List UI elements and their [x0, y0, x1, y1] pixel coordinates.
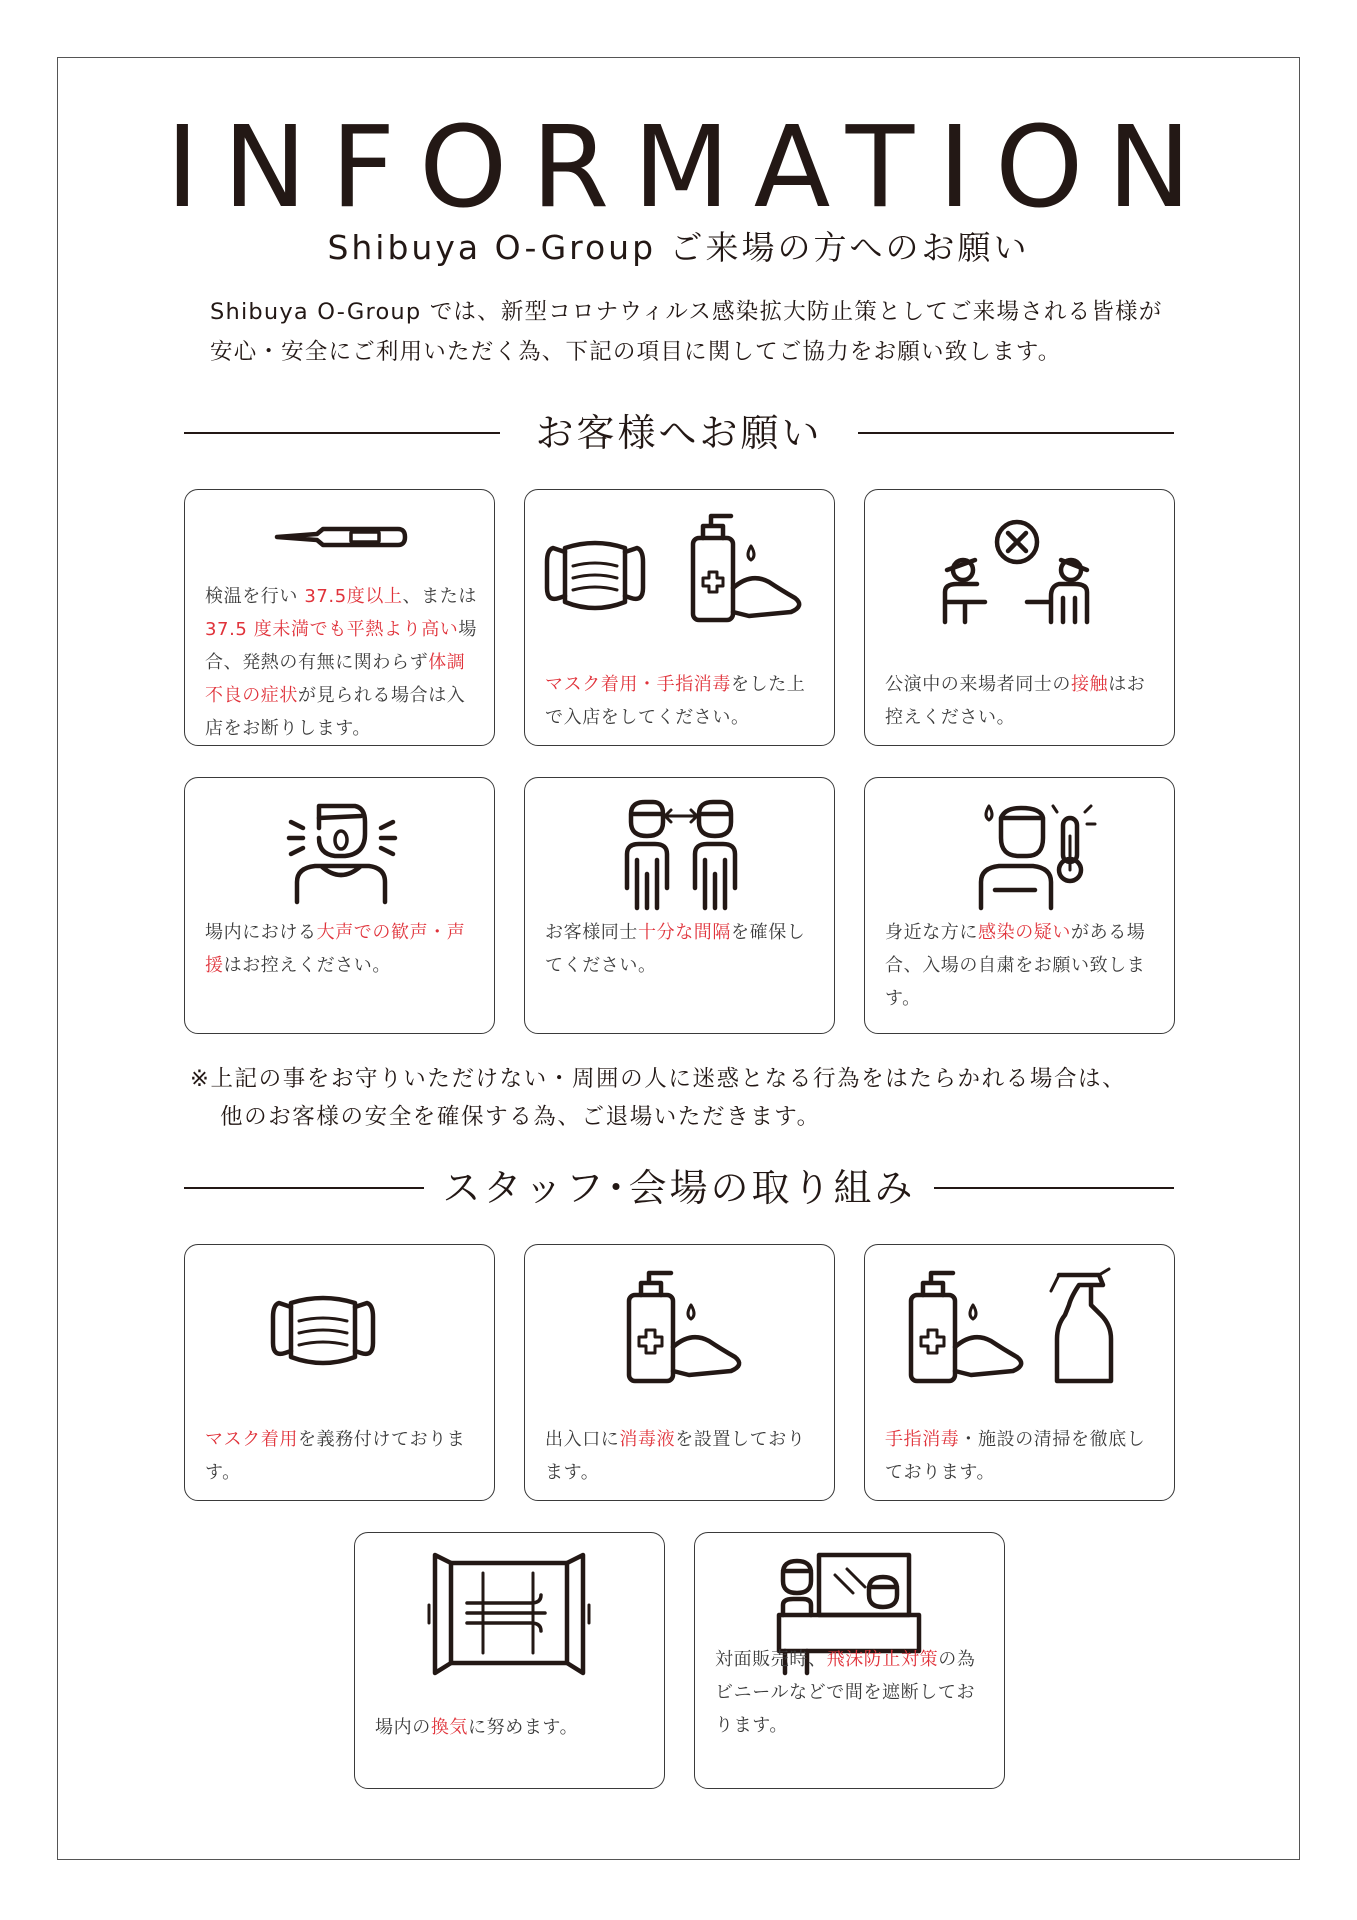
- body-text: がある場合、入場の自粛をお願い致します。: [885, 922, 1146, 1009]
- section-heading-staff: [184, 1163, 1174, 1213]
- page-title: INFORMATION: [165, 103, 1216, 233]
- notice-line-2: 他のお客様の安全を確保する為、ご退場いただきます。: [220, 1104, 821, 1130]
- highlight-text: 換気: [430, 1717, 469, 1738]
- heading-rule-right: [858, 432, 1174, 434]
- body-text: を確保してください。: [545, 922, 806, 976]
- card-text: [885, 1423, 1158, 1489]
- hand-sanitizer-icon: [525, 1245, 834, 1395]
- highlight-text: 体調不良の症状: [205, 652, 466, 706]
- highlight-text: 十分な間隔: [638, 922, 731, 943]
- section-heading-label: お客様へお願い: [535, 411, 823, 455]
- body-text: 出入口に: [545, 1429, 620, 1450]
- body-text: 、または: [402, 586, 478, 607]
- section-heading-label: スタッフ･会場の取り組み: [442, 1166, 916, 1210]
- mask-and-sanitizer-icon: [525, 490, 834, 640]
- card-text: [545, 916, 818, 982]
- card-mask-sanitize: [524, 489, 835, 746]
- intro-line-2: 安心・安全にご利用いただく為、下記の項目に関してご協力をお願い致します。: [210, 339, 1062, 365]
- card-text: [885, 916, 1158, 1015]
- highlight-text: マスク着用: [205, 1429, 298, 1450]
- highlight-text: 手指消毒: [885, 1429, 960, 1450]
- page-subtitle: Shibuya O-Group ご来場の方へのお願い: [327, 228, 1030, 267]
- body-text: 検温を行い: [205, 586, 305, 607]
- body-text: はお控えください。: [223, 955, 392, 976]
- card-temperature-check: [184, 489, 495, 746]
- highlight-text: 37.5度以上: [304, 586, 403, 607]
- notice-line-1: ※上記の事をお守りいただけない・周囲の人に迷惑となる行為をはたらかれる場合は、: [190, 1066, 1127, 1092]
- card-keep-distance: [524, 777, 835, 1034]
- card-text: [205, 916, 478, 982]
- card-no-contact: [864, 489, 1175, 746]
- no-contact-icon: [865, 490, 1174, 640]
- highlight-text: 感染の疑い: [978, 922, 1071, 943]
- card-text: [545, 1423, 818, 1489]
- card-text: [205, 1423, 478, 1489]
- body-text: を設置しております。: [545, 1429, 806, 1483]
- ventilation-window-icon: [355, 1533, 664, 1683]
- card-staff-mask: [184, 1244, 495, 1501]
- body-text: をした上で入店をしてください。: [545, 674, 806, 728]
- card-text: [375, 1711, 648, 1744]
- body-text: ・施設の清掃を徹底しております。: [885, 1429, 1146, 1483]
- card-staff-partition: [694, 1532, 1005, 1789]
- body-text: 場内の: [375, 1717, 431, 1738]
- body-text: 公演中の来場者同士の: [885, 674, 1071, 695]
- mask-icon: [185, 1245, 494, 1395]
- card-text: [545, 668, 818, 734]
- card-text: [205, 580, 478, 745]
- sanitizer-spray-icon: [865, 1245, 1174, 1395]
- shouting-person-icon: [185, 778, 494, 928]
- card-no-shouting: [184, 777, 495, 1034]
- highlight-text: 接触: [1071, 674, 1109, 695]
- social-distance-icon: [525, 778, 834, 928]
- body-text: はお控えください。: [885, 674, 1146, 728]
- body-text: を義務付けております。: [205, 1429, 466, 1483]
- sick-person-thermometer-icon: [865, 778, 1174, 928]
- body-text: 場内における: [205, 922, 317, 943]
- highlight-text: 大声での歓声・声援: [205, 922, 466, 976]
- section-heading-customers: [184, 408, 1174, 458]
- intro-line-1: Shibuya O-Group では、新型コロナウィルス感染拡大防止策としてご来場される皆様が: [210, 299, 1163, 325]
- notice-text: [190, 1060, 1190, 1136]
- body-text: の為ビニールなどで間を遮断しております。: [715, 1649, 976, 1736]
- highlight-text: 37.5 度未満でも平熱より高い: [205, 619, 459, 640]
- highlight-text: マスク着用・手指消毒: [545, 674, 731, 695]
- card-staff-sanitizer: [524, 1244, 835, 1501]
- card-staff-ventilation: [354, 1532, 665, 1789]
- card-staff-cleaning: [864, 1244, 1175, 1501]
- body-text: に努めます。: [468, 1717, 579, 1738]
- highlight-text: 飛沫防止対策: [826, 1649, 939, 1670]
- card-text: [715, 1643, 988, 1742]
- body-text: 対面販売時、: [715, 1649, 827, 1670]
- body-text: 身近な方に: [885, 922, 978, 943]
- card-suspected-infection: [864, 777, 1175, 1034]
- body-text: 場合、発熱の有無に関わらず: [205, 619, 478, 673]
- intro-text: [210, 292, 1170, 372]
- body-text: が見られる場合は入店をお断りします。: [205, 685, 466, 739]
- heading-rule-right: [934, 1187, 1174, 1189]
- highlight-text: 消毒液: [619, 1429, 676, 1450]
- card-text: [885, 668, 1158, 734]
- body-text: お客様同士: [545, 922, 638, 943]
